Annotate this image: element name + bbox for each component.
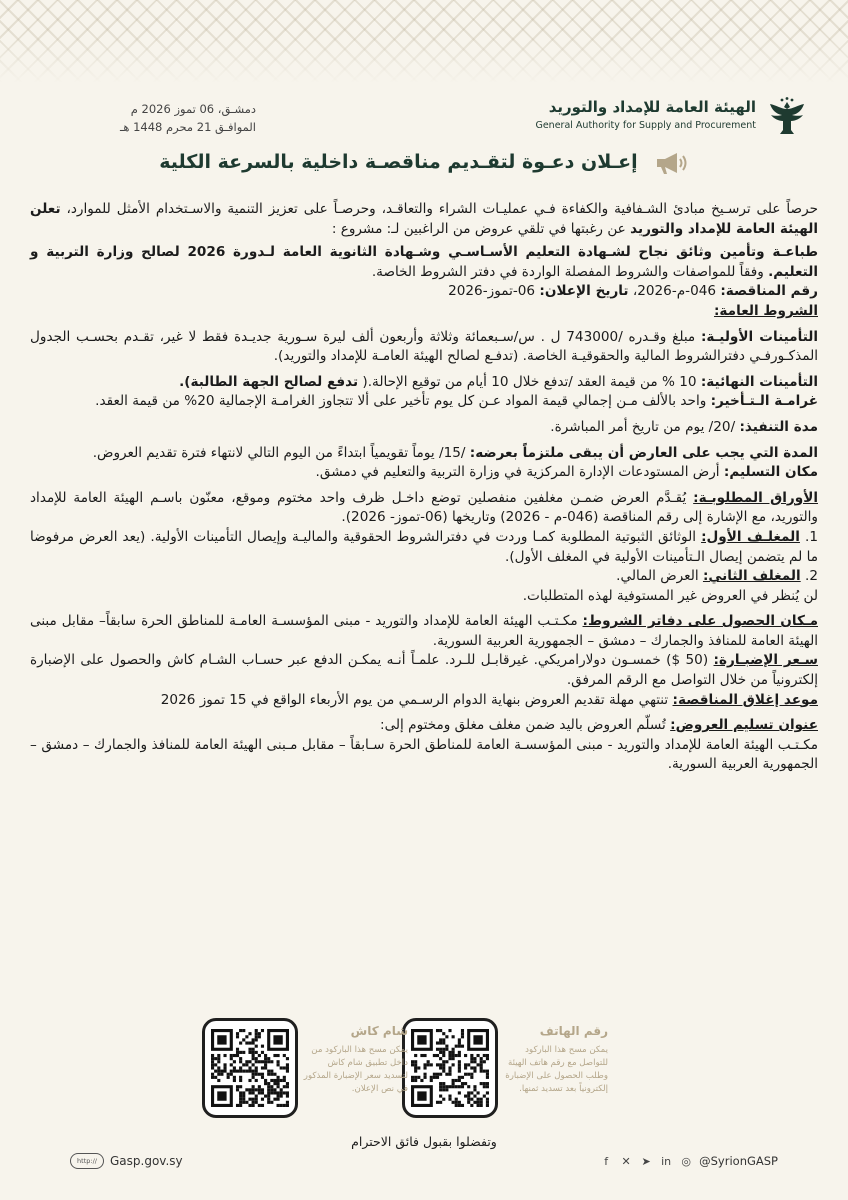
eagle-emblem-icon bbox=[766, 96, 808, 138]
website-footer[interactable] bbox=[70, 1150, 183, 1172]
announcement-title: إعـلان دعـوة لتقـديم مناقصـة داخلية بالسرعة الكلية bbox=[159, 150, 638, 173]
execution-period: مدة التنفيذ: /20/ يوم من تاريخ أمر المباشرة. bbox=[550, 418, 818, 435]
social-footer bbox=[599, 1150, 778, 1172]
org-name-en: General Authority for Supply and Procurement bbox=[535, 120, 756, 131]
letterhead bbox=[40, 96, 808, 140]
sham-cash-qr-card bbox=[118, 1018, 408, 1128]
not-considered-note: لن يُنظر في العروض غير المستوفية لهذه المتطلبات. bbox=[522, 587, 818, 604]
date-block bbox=[120, 100, 256, 136]
delivery-address-detail: مكـتـب الهيئة العامة للإمداد والتوريد - مبنى المؤسسـة العامة للمناطق الحرة سـابقاً – مقابل مـبنى الهيئة العامة للمنافذ والجمارك – دمشق – الجمهورية العربية السورية. bbox=[30, 736, 818, 773]
offer-validity: المدة التي يجب على العارض أن يبقى ملتزماً بعرضه: /15/ يوماً تقويمياً ابتداءً من اليوم التالي لانتهاء فترة تقديم العروض. bbox=[92, 444, 818, 461]
cash-qr-code[interactable] bbox=[202, 1018, 298, 1118]
delivery-address: عنوان تسليم العروض: تُسلّم العروض باليد ضمن مغلف مغلق ومختوم إلى: bbox=[380, 717, 818, 734]
phone-qr-code[interactable] bbox=[402, 1018, 498, 1118]
initial-guarantees: التأمينات الأوليـة: مبلغ وقـدره /743000 ل . س/سـبعمائة وثلاثة وأربعون ألف ليرة سـورية جديـدة فقط لا غير، تقـدم بحسـب الجدول المذكـورفـي دفترالشروط المالية والحقوقيـة الخاصة. (تدفـع لصالح الهيئة العامـة للإمداد والتوريد). bbox=[30, 328, 819, 365]
project-paragraph: طباعـة وتأمين وثائق نجاح لشـهادة التعليم الأسـاسـي وشـهادة الثانوية العامة لـدورة 2026 لصالح وزارة التربية و التعليم. وفقاً للمواصفات والشروط المفصلة الواردة في دفتر الشروط الخاصة. bbox=[30, 244, 819, 280]
qr-section bbox=[0, 1018, 848, 1128]
qr-code-icon bbox=[411, 1029, 489, 1107]
envelope-one: 1. المغلـف الأول: الوثائق الثبوتية المطلوبة كمـا وردت في دفترالشروط الحقوقية والماليـة وإيصال التأمينات الأولية. (يعد العرض مرفوضا ما لم يتضمن إيصال الـتأمينات الأولية في المغلف الأول). bbox=[30, 528, 818, 565]
date-gregorian: دمشـق، 06 تموز 2026 م bbox=[130, 102, 256, 116]
closing-date: موعد إغلاق المناقصة: تنتهي مهلة تقديم العروض بنهاية الدوام الرسـمي من يوم الأربعاء الواقع في 15 تموز 2026 bbox=[160, 691, 818, 708]
closing-line: وتفضلوا بقبول فائق الاحترام bbox=[351, 1134, 497, 1149]
phone-qr-title: رقم الهاتف bbox=[539, 1024, 608, 1038]
conditions-book-place: مـكان الحصول على دفاتر الشروط: مكـتـب الهيئة العامة للإمداد والتوريد - مبنى المؤسسـة العامـة للمناطق الحرة سابقاً– مقابل مبنى الهيئة العامة للمنافذ والجمارك – دمشق – الجمهورية العربية السورية. bbox=[30, 613, 818, 649]
linkedin-icon[interactable]: in bbox=[661, 1154, 672, 1168]
cash-qr-title: شام كاش bbox=[350, 1024, 408, 1038]
social-handle[interactable]: @SyrionGASP bbox=[699, 1154, 778, 1168]
general-terms-heading: الشروط العامة: bbox=[714, 302, 818, 319]
facebook-icon[interactable]: f bbox=[604, 1154, 609, 1168]
date-hijri: الموافـق 21 محرم 1448 هـ bbox=[120, 120, 256, 134]
phone-qr-description: يمكن مسح هذا الباركود للتواصل مع رقم هاتف الهيئة وطلب الحصول على الإضبارة إلكترونياً بعد تسديد ثمنها. bbox=[505, 1045, 608, 1094]
browser-url-icon: http:// bbox=[70, 1153, 104, 1169]
qr-code-icon bbox=[211, 1029, 289, 1107]
instagram-icon[interactable]: ◎ bbox=[681, 1154, 691, 1168]
title-row bbox=[0, 150, 848, 176]
megaphone-icon bbox=[653, 150, 689, 176]
delivery-place: مكان التسليم: أرض المستودعات الإدارة المركزية في وزارة التربية والتعليم في دمشق. bbox=[315, 464, 818, 481]
tender-info: رقم المناقصة: 046-م-2026، تاريخ الإعلان: 06-تموز-2026 bbox=[448, 283, 818, 300]
required-documents: الأوراق المطلوبـة: يُقـدَّم العرض ضمـن مغلفين منفصلين توضع داخـل ظرف واحد مختوم وموقع، معنّون باسـم الهيئة العامة للإمداد والتوريد، مع الإشارة إلى رقم المناقصة (046-م - 2026) وتاريخها (06-تموز- 2026). bbox=[30, 489, 818, 526]
telegram-icon[interactable]: ➤ bbox=[641, 1154, 651, 1168]
delay-penalty: غرامـة الـتـأخير: واحد بالألف مـن إجمالي قيمة المواد عـن كل يوم تأخير على ألا تتجاوز الغرامـة الإجمالية 20% من قيمة العقد. bbox=[95, 393, 818, 410]
announcement-body bbox=[30, 200, 818, 775]
final-guarantees: التأمينات النهائية: 10 % من قيمة العقد /تدفع خلال 10 أيام من توقيع الإحالة.( تدفع لصالح الجهة الطالبة). bbox=[179, 373, 818, 390]
cash-qr-description: يمكن مسح هذا الباركود من داخل تطبيق شام كاش لتسديد سعر الإضبارة المذكور في نص الإعلان. bbox=[303, 1045, 408, 1094]
envelope-two: 2. المغلف الثاني: العرض المالي. bbox=[616, 568, 818, 585]
website-link[interactable]: Gasp.gov.sy bbox=[110, 1154, 183, 1168]
org-name-ar: الهيئة العامة للإمداد والتوريد bbox=[548, 98, 756, 116]
x-icon[interactable]: ✕ bbox=[621, 1154, 631, 1168]
file-price: سـعر الإضبـارة: (50 $) خمسـون دولارامريكي. غيرقابـل للـرد. علمـاً أنـه يمكـن الدفع عبر حسـاب الشـام كاش والحصول على الإضبارة إلكترونياً من خلال التواصل مع الرقم المرفق. bbox=[30, 652, 818, 689]
org-logo bbox=[508, 96, 808, 140]
intro-paragraph: حرصاً على ترسـيخ مبادئ الشـفافية والكفاءة فـي عمليـات الشراء والتعاقـد، وحرصـاً على تعزيز التنمية والاسـتخدام الأمثل للموارد، تعلن الهيئة العامة للإمداد والتوريد عن رغبتها في تلقي عروض من الراغبين لـ: مشروع : bbox=[30, 201, 818, 237]
